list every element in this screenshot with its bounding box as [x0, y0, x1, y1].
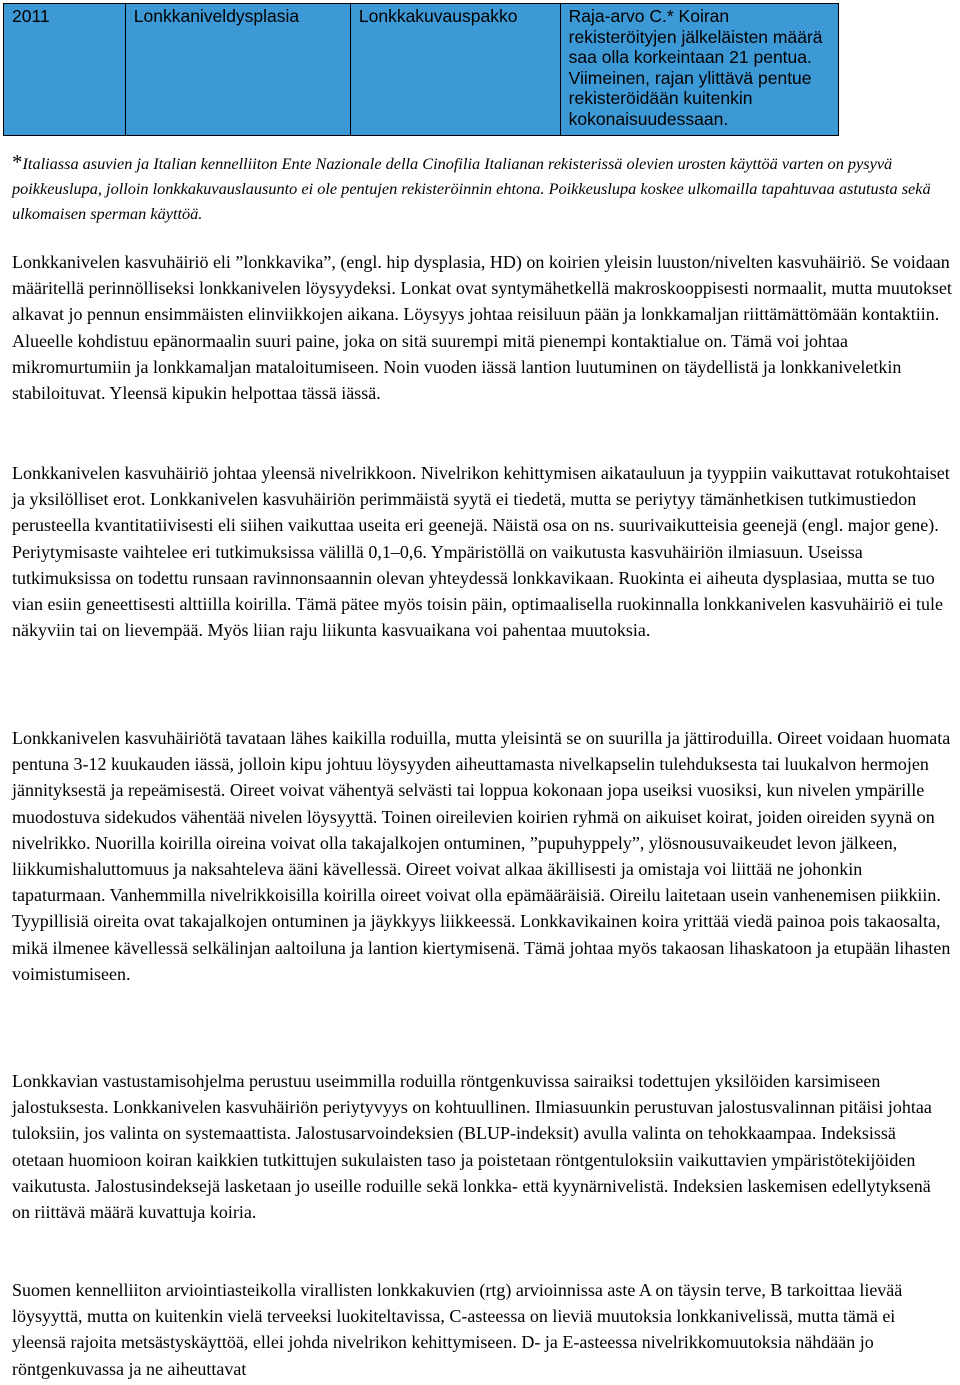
limit-cell: Raja-arvo C.* Koiran rekisteröityjen jälkeläisten määrä saa olla korkeintaan 21 pentua. Viimeinen, rajan ylittävä pentue rekisteröidään kuitenkin kokonaisuudessaan.: [560, 4, 838, 136]
paragraph-grading-scale: Suomen kennelliiton arviointiasteikolla virallisten lonkkakuvien (rtg) arvioinnissa aste A on täysin terve, B tarkoittaa lievää löysyyttä, mutta on kuitenkin vielä terveeksi luokiteltavissa, C-asteessa on lieviä muutoksia lonkkanivelissä, mutta tämä ei yleensä rajoita metsästyskäyttöä, ellei johda nivelrikon kehittymiseen. D- ja E-asteessa nivelrikkomuutoksia nähdään jo röntgenkuvassa ja ne aiheuttavat: [12, 1280, 903, 1379]
paragraph-causes: Lonkkanivelen kasvuhäiriö johtaa yleensä nivelrikkoon. Nivelrikon kehittymisen aikatauluun ja tyyppiin vaikuttavat rotukohtaiset ja yksilölliset erot. Lonkkanivelen kasvuhäiriön perimmäistä syytä ei tiedetä, mutta se periytyy tämänhetkisen tutkimustiedon perusteella kvantitatiivisesti eli siihen vaikuttaa useita eri geenejä. Näistä osa on ns. suurivaikutteisia geenejä (engl. major gene). Periytymisaste vaihtelee eri tutkimuksissa välillä 0,1–0,6. Ympäristöllä on vaikutusta kasvuhäiriön ilmiasuun. Useissa tutkimuksissa on todettu runsaan ravinnonsaannin olevan yhteydessä lonkkavikaan. Ruokinta ei aiheuta dysplasiaa, mutta se tuo vian esiin geneettisesti alttiilla koirilla. Tämä pätee myös toisin päin, optimaalisella ruokinnalla lonkkanivelen kasvuhäiriö ei tule näkyviin tai on lievempää. Myös liian raju liikunta kasvuaikana voi pahentaa muutoksia.: [12, 463, 950, 641]
condition-cell: Lonkkaniveldysplasia: [125, 4, 350, 136]
paragraph-definition: Lonkkanivelen kasvuhäiriö eli ”lonkkavika”, (engl. hip dysplasia, HD) on koirien yleisin luuston/nivelten kasvuhäiriö. Se voidaan määritellä perinnölliseksi lonkkanivelen löysyydeksi. Lonkat ovat syntymähetkellä makroskooppisesti normaalit, mutta muutokset alkavat jo pennun ensimmäisten elinviikkojen aikana. Löysyys johtaa reisiluun pään ja lonkkamaljan riittämättömään kontaktiin. Alueelle kohdistuu epänormaalin suuri paine, joka on sitä suurempi mitä pienempi kontaktialue on. Tämä voi johtaa mikromurtumiin ja lonkkamaljan mataloitumiseen. Noin vuoden iässä lantion luutuminen on täydellistä ja lonkkaniveletkin stabiloituvat. Yleensä kipukin helpottaa tässä iässä.: [12, 252, 952, 404]
year-cell: 2011: [4, 4, 126, 136]
footnote-text: Italiassa asuvien ja Italian kennelliiton Ente Nazionale della Cinofilia Italianan rekisterissä olevien urosten käyttöä varten on pysyvä poikkeuslupa, jolloin lonkkakuvauslausunto ei ole pentujen rekisteröinnin ehtona. Poikkeuslupa koskee ulkomailla tapahtuvaa astutusta sekä ulkomaisen sperman käyttöä.: [12, 154, 931, 223]
examination-cell: Lonkkakuvauspakko: [350, 4, 560, 136]
table-row: [4, 4, 839, 136]
rule-table: [3, 3, 839, 136]
paragraph-breeding-program: Lonkkavian vastustamisohjelma perustuu useimmilla roduilla röntgenkuvissa sairaiksi todettujen yksilöiden karsimiseen jalostuksesta. Lonkkanivelen kasvuhäiriön periytyvyys on kohtuullinen. Ilmiasuunkin perustuvan jalostusvalinnan pitäisi johtaa tuloksiin, jos valinta on systemaattista. Jalostusarvoindeksien (BLUP-indeksit) avulla valinta on tehokkaampaa. Indeksissä otetaan huomioon koiran kaikkien tutkittujen sukulaisten taso ja poistetaan röntgentuloksiin vaikuttavien ympäristötekijöiden vaikutusta. Jalostusindeksejä lasketaan jo useille roduille sekä lonkka- että kyynärnivelistä. Indeksien laskemisen edellytyksenä on riittävä määrä kuvattuja koiria.: [12, 1071, 932, 1223]
paragraph-symptoms: Lonkkanivelen kasvuhäiriötä tavataan lähes kaikilla roduilla, mutta yleisintä se on suurilla ja jättiroduilla. Oireet voidaan huomata pentuna 3-12 kuukauden iässä, jolloin kipu johtuu löysyyden aiheuttamasta nivelkapselin tulehduksesta tai luukalvon hermojen jännityksestä ja repeämisestä. Oireet voivat vähentyä selvästi tai loppua kokonaan jopa useiksi vuosiksi, kun nivelen ympärille muodostuva sidekudos vähentää nivelen löysyyttä. Toinen oireilevien koirien ryhmä on aikuiset koirat, joiden oireiden syynä on nivelrikko. Nuorilla koirilla oireina voivat olla takajalkojen ontuminen, ”pupuhyppely”, ylösnousuvaikeudet levon jälkeen, liikkumishaluttomuus ja naksahteleva ääni kävellessä. Oireet voivat alkaa äkillisesti ja omistaja voi liittää ne johonkin tapaturmaan. Vanhemmilla nivelrikkoisilla koirilla oireet voivat olla epämääräisiä. Oireilu laitetaan usein vanhenemisen piikkiin. Tyypillisiä oireita ovat takajalkojen ontuminen ja jäykkyys liikkeessä. Lonkkavikainen koira yrittää viedä painoa pois takaosalta, mikä ilmenee kävellessä selkälinjan aaltoiluna ja lantion kiertymisenä. Tämä johtaa myös takaosan lihaskatoon ja etupään lihasten voimistumiseen.: [12, 728, 951, 984]
footnote: [12, 150, 947, 226]
footnote-marker: *: [12, 150, 23, 174]
